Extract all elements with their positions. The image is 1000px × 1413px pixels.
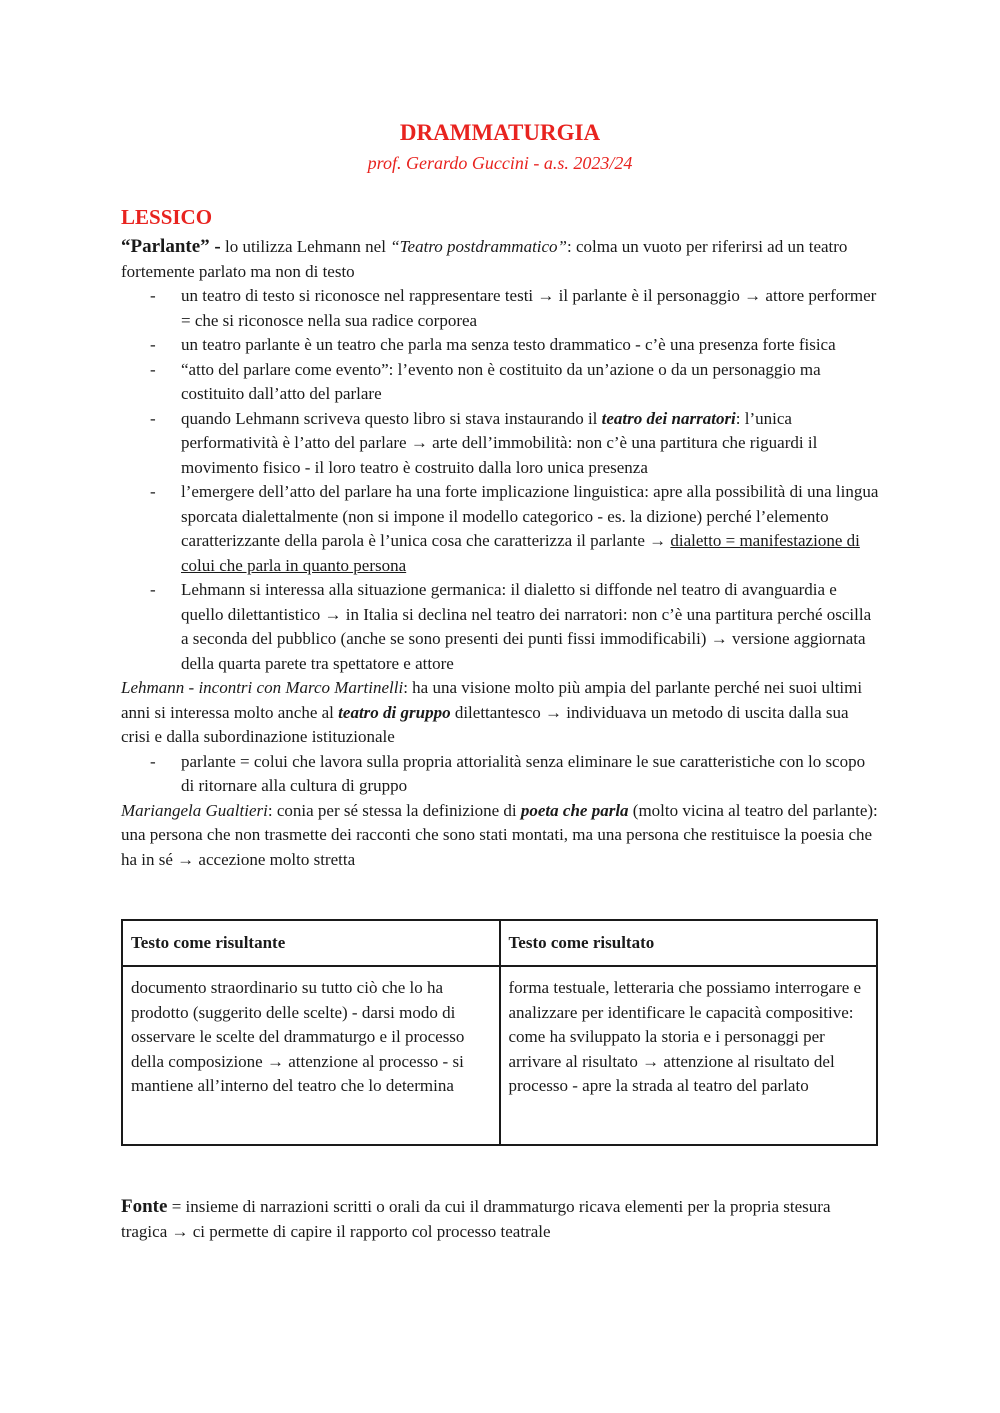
poeta-che-parla-term: poeta che parla: [520, 800, 629, 820]
teatro-dei-narratori-term: teatro dei narratori: [601, 408, 736, 428]
list-item: [121, 407, 879, 481]
section-body: [121, 235, 879, 872]
comparison-table: [121, 919, 878, 1146]
parlante-paragraph: [121, 235, 879, 284]
list-dash: -: [150, 408, 156, 428]
list-item-text: Lehmann si interessa alla situazione germanica: il dialetto si diffonde nel teatro di avanguardia e quello dilettantistico → in Italia si declina nel teatro dei narratori: non c’è una partitura perché oscilla a seconda del pubblico (anche se sono presenti dei punti fissi immodificabili) → versione aggiornata della quarta parete tra spettatore e attore: [181, 580, 872, 673]
list-item: [121, 358, 879, 407]
list-item-text: “atto del parlare come evento”: l’evento non è costituito da un’azione o da un personaggio ma costituito dall’atto del parlare: [181, 359, 821, 403]
parlante-intro-1: lo utilizza Lehmann nel: [220, 237, 391, 256]
table-header-risultante: Testo come risultante: [122, 920, 500, 966]
martinelli-text: : ha una visione molto più ampia del parlante perché nei suoi ultimi anni si interessa molto anche al: [121, 678, 863, 722]
list-item-text: quando Lehmann scriveva questo libro si stava instaurando il: [181, 408, 602, 428]
dialetto-definition: dialetto = manifestazione di colui che parla in quanto persona: [181, 531, 860, 575]
table-cell-risultante: documento straordinario su tutto ciò che lo ha prodotto (suggerito delle scelte) - darsi modo di osservare le scelte del drammaturgo e il processo della composizione → attenzione al processo - si mantiene all’interno del teatro che lo determina: [122, 966, 500, 1145]
list-item: [121, 480, 879, 578]
parlante-intro-2: : colma un vuoto per riferirsi ad un teatro fortemente parlato ma non di testo: [121, 237, 848, 281]
parlante-term: “Parlante” -: [121, 236, 221, 257]
martinelli-label: Lehmann - incontri con Marco Martinelli: [121, 678, 404, 697]
list-item: [121, 284, 879, 333]
list-item-text: parlante = colui che lavora sulla propria attorialità senza eliminare le sue caratteristiche con lo scopo di ritornare alla cultura di gruppo: [181, 751, 866, 795]
list-dash: -: [150, 359, 156, 379]
list-item-text: un teatro di testo si riconosce nel rappresentare testi → il parlante è il personaggio → attore performer = che si riconosce nella sua radice corporea: [181, 286, 877, 330]
parlante-list: [121, 284, 879, 676]
list-item-text: : l’unica performatività è l’atto del parlare → arte dell’immobilità: non c’è una partitura che riguardi il movimento fisico - il loro teatro è costruito dalla loro unica presenza: [181, 408, 818, 477]
list-dash: -: [150, 286, 156, 305]
list-item-text: un teatro parlante è un teatro che parla ma senza testo drammatico - c’è una presenza forte fisica: [181, 335, 836, 354]
list-dash: -: [150, 751, 156, 771]
list-dash: -: [150, 335, 156, 354]
gualtieri-paragraph: [121, 799, 879, 873]
list-item: [121, 333, 879, 358]
fonte-text: = insieme di narrazioni scritti o orali da cui il drammaturgo ricava elementi per la propria stesura tragica → ci permette di capire il rapporto col processo teatrale: [121, 1197, 831, 1241]
list-item-text: l’emergere dell’atto del parlare ha una forte implicazione linguistica: apre alla possibilità di una lingua sporcata dialettalmente (non si impone il modello categorico - es. la dizione) perché l’elemento caratterizzante della parola è l’unica cosa che caratterizza il parlante →: [181, 482, 879, 550]
fonte-term: Fonte: [121, 1196, 168, 1217]
book-title: “Teatro postdrammatico”: [390, 237, 568, 256]
section-heading: LESSICO: [121, 205, 213, 229]
fonte-paragraph: [121, 1194, 879, 1244]
list-dash: -: [150, 482, 156, 501]
table-cell-risultato: forma testuale, letteraria che possiamo interrogare e analizzare per identificare le capacità compositive: come ha sviluppato la storia e i personaggi per arrivare al risultato → attenzione al risultato del processo - apre la strada al teatro del parlato: [500, 966, 878, 1145]
table-row: [122, 966, 877, 1145]
table-header-risultato: Testo come risultato: [500, 920, 878, 966]
list-item: [121, 578, 879, 676]
martinelli-paragraph: [121, 676, 879, 750]
document-title: DRAMMATURGIA: [399, 120, 601, 145]
martinelli-list: [121, 750, 879, 799]
gualtieri-label: Mariangela Gualtieri: [121, 800, 268, 820]
gualtieri-text: : conia per sé stessa la definizione di: [267, 800, 521, 820]
list-item: [121, 750, 879, 799]
list-dash: -: [150, 580, 156, 599]
teatro-di-gruppo-term: teatro di gruppo: [338, 702, 451, 722]
document-subtitle: prof. Gerardo Guccini - a.s. 2023/24: [367, 153, 633, 173]
table-header-row: [122, 920, 877, 966]
gualtieri-text: (molto vicina al teatro del parlante): una persona che non trasmette dei racconti che sono stati montati, ma una persona che restituisce la poesia che ha in sé → accezione molto stretta: [121, 800, 878, 869]
martinelli-text: dilettantesco → individuava un metodo di uscita dalla sua crisi e dalla subordinazione istituzionale: [121, 702, 849, 746]
